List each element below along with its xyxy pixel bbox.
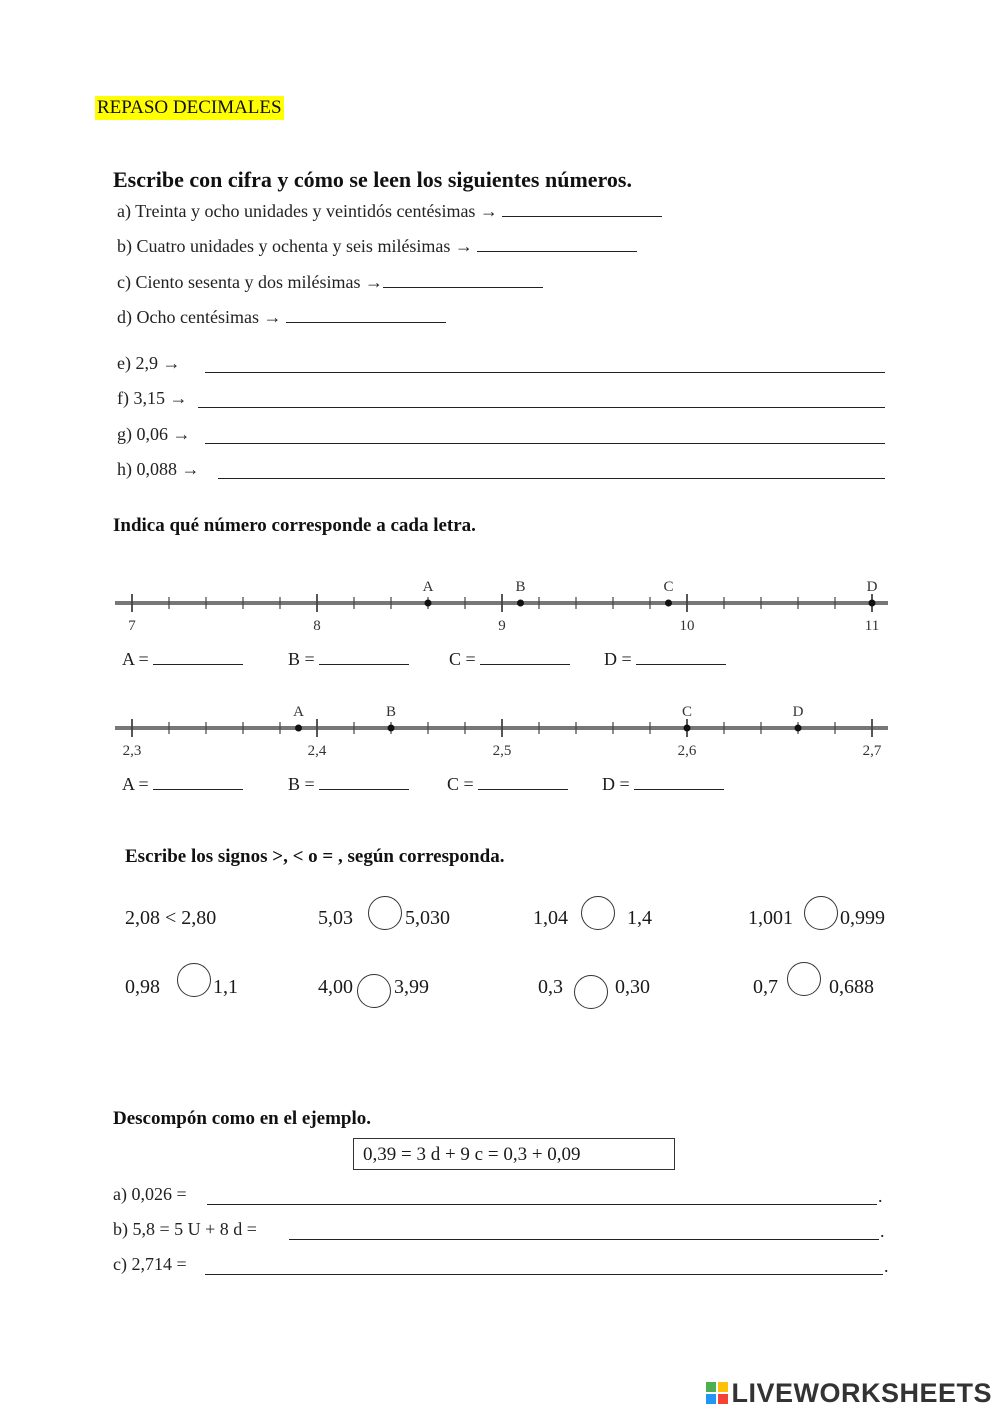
- decompose-b-end: .: [880, 1221, 885, 1241]
- nl2-point-label-a: A: [293, 704, 304, 720]
- liveworksheets-logo: [706, 1378, 992, 1409]
- nl2-blank-a[interactable]: [153, 773, 243, 790]
- decompose-c-prompt: c) 2,714 =: [113, 1254, 187, 1274]
- nl1-point-label-c: C: [663, 579, 674, 595]
- decompose-example-box: 0,39 = 3 d + 9 c = 0,3 + 0,09: [353, 1138, 675, 1170]
- nl1-answer-a: [122, 648, 243, 670]
- compare-5-right: 3,99: [394, 976, 429, 998]
- liveworksheets-logo-text: LIVEWORKSHEETS: [731, 1378, 992, 1408]
- nl2-tick-label: 2,7: [862, 743, 882, 759]
- item-a: [117, 199, 662, 223]
- nl1-tick-label: 9: [498, 618, 506, 634]
- compare-2-right: 1,4: [627, 907, 652, 929]
- item-b: [117, 234, 637, 258]
- nl2-point-a: [295, 725, 302, 732]
- nl2-answer-b: [288, 773, 409, 795]
- nl2-tick-label: 2,4: [307, 743, 327, 759]
- answer-blank-d[interactable]: [286, 306, 446, 323]
- number-line-1: [110, 572, 900, 634]
- compare-1-right: 5,030: [405, 907, 450, 929]
- decompose-a-blank[interactable]: [207, 1188, 877, 1205]
- section4-title: Descompón como en el ejemplo.: [113, 1108, 372, 1129]
- compare-6-right: 0,30: [615, 976, 650, 998]
- compare-5-circle[interactable]: [357, 974, 391, 1008]
- compare-5-left: 4,00: [318, 976, 353, 998]
- nl1-point-label-a: A: [422, 579, 434, 595]
- nl1-answer-d-label: D =: [604, 649, 632, 669]
- item-c-prompt: c) Ciento sesenta y dos milésimas →: [117, 272, 383, 292]
- nl1-point-a: [425, 600, 432, 607]
- compare-4-left: 0,98: [125, 976, 160, 998]
- item-h-prompt: h) 0,088 →: [117, 459, 200, 479]
- nl1-point-b: [517, 600, 524, 607]
- item-h: [117, 457, 200, 481]
- item-c: [117, 270, 543, 294]
- nl1-point-d: [869, 600, 876, 607]
- section2-title: Indica qué número corresponde a cada letra.: [113, 515, 476, 536]
- compare-2-circle[interactable]: [581, 896, 615, 930]
- nl1-answer-a-label: A =: [122, 649, 149, 669]
- answer-blank-g[interactable]: [205, 427, 885, 444]
- nl2-point-label-b: B: [385, 704, 397, 720]
- item-e-prompt: e) 2,9 →: [117, 353, 181, 373]
- item-f: [117, 386, 188, 410]
- answer-blank-c[interactable]: [383, 271, 543, 288]
- nl1-blank-a[interactable]: [153, 648, 243, 665]
- decompose-a-prompt: a) 0,026 =: [113, 1184, 187, 1204]
- nl2-answer-b-label: B =: [288, 774, 315, 794]
- nl1-point-c: [665, 600, 672, 607]
- nl2-tick-label: 2,3: [122, 743, 142, 759]
- comparison-example: 2,08 < 2,80: [125, 907, 217, 929]
- liveworksheets-logo-icon: [706, 1382, 728, 1404]
- decompose-c-end: .: [884, 1256, 889, 1276]
- item-f-prompt: f) 3,15 →: [117, 388, 188, 408]
- decompose-b-prompt: b) 5,8 = 5 U + 8 d =: [113, 1219, 257, 1239]
- compare-7-right: 0,688: [829, 976, 874, 998]
- nl2-answer-d: [602, 773, 724, 795]
- nl1-point-label-b: B: [515, 579, 526, 595]
- nl1-blank-d[interactable]: [636, 648, 726, 665]
- nl1-blank-b[interactable]: [319, 648, 409, 665]
- compare-1-circle[interactable]: [368, 896, 402, 930]
- compare-7-circle[interactable]: [787, 962, 821, 996]
- compare-3-right: 0,999: [840, 907, 885, 929]
- item-a-prompt: a) Treinta y ocho unidades y veintidós centésimas →: [117, 201, 498, 221]
- answer-blank-e[interactable]: [205, 356, 885, 373]
- nl1-answer-c: [449, 648, 570, 670]
- nl1-tick-label: 11: [864, 618, 880, 634]
- nl2-blank-d[interactable]: [634, 773, 724, 790]
- item-d-prompt: d) Ocho centésimas →: [117, 307, 282, 327]
- nl1-point-label-d: D: [866, 579, 878, 595]
- item-e: [117, 351, 180, 375]
- compare-7-left: 0,7: [753, 976, 778, 998]
- nl2-answer-a-label: A =: [122, 774, 149, 794]
- nl2-blank-b[interactable]: [319, 773, 409, 790]
- compare-1-left: 5,03: [318, 907, 353, 929]
- number-line-2: [110, 697, 900, 759]
- nl1-answer-b: [288, 648, 409, 670]
- compare-4-circle[interactable]: [177, 963, 211, 997]
- nl2-answer-c-label: C =: [447, 774, 474, 794]
- nl1-tick-label: 7: [128, 618, 136, 634]
- item-b-prompt: b) Cuatro unidades y ochenta y seis milésimas →: [117, 236, 473, 256]
- item-g-prompt: g) 0,06 →: [117, 424, 191, 444]
- nl2-tick-label: 2,5: [492, 743, 512, 759]
- decompose-a-end: .: [878, 1186, 883, 1206]
- nl2-point-label-d: D: [792, 704, 804, 720]
- nl1-tick-label: 10: [679, 618, 695, 634]
- number-line-2-answers: [0, 773, 1000, 797]
- item-g: [117, 422, 191, 446]
- compare-3-circle[interactable]: [804, 896, 838, 930]
- compare-6-left: 0,3: [538, 976, 563, 998]
- nl1-answer-d: [604, 648, 726, 670]
- compare-2-left: 1,04: [533, 907, 568, 929]
- nl2-tick-label: 2,6: [677, 743, 697, 759]
- nl2-point-b: [388, 725, 395, 732]
- nl1-blank-c[interactable]: [480, 648, 570, 665]
- item-d: [117, 305, 446, 329]
- nl1-answer-c-label: C =: [449, 649, 476, 669]
- answer-blank-b[interactable]: [477, 235, 637, 252]
- nl2-blank-c[interactable]: [478, 773, 568, 790]
- answer-blank-h[interactable]: [218, 462, 885, 479]
- number-line-1-answers: [0, 648, 1000, 672]
- nl2-answer-c: [447, 773, 568, 795]
- decompose-c-blank[interactable]: [205, 1258, 883, 1275]
- answer-blank-f[interactable]: [198, 391, 885, 408]
- nl2-answer-a: [122, 773, 243, 795]
- decompose-b-blank[interactable]: [289, 1223, 879, 1240]
- nl1-answer-b-label: B =: [288, 649, 315, 669]
- compare-6-circle[interactable]: [574, 975, 608, 1009]
- answer-blank-a[interactable]: [502, 200, 662, 217]
- compare-3-left: 1,001: [748, 907, 793, 929]
- nl2-point-d: [795, 725, 802, 732]
- page-title: REPASO DECIMALES: [97, 97, 282, 118]
- section1-title: Escribe con cifra y cómo se leen los siguientes números.: [113, 167, 632, 192]
- nl2-point-label-c: C: [681, 704, 693, 720]
- nl2-point-c: [684, 725, 691, 732]
- nl1-tick-label: 8: [313, 618, 321, 634]
- section3-title: Escribe los signos >, < o = , según corresponda.: [125, 846, 505, 867]
- nl2-answer-d-label: D =: [602, 774, 630, 794]
- compare-4-right: 1,1: [213, 976, 238, 998]
